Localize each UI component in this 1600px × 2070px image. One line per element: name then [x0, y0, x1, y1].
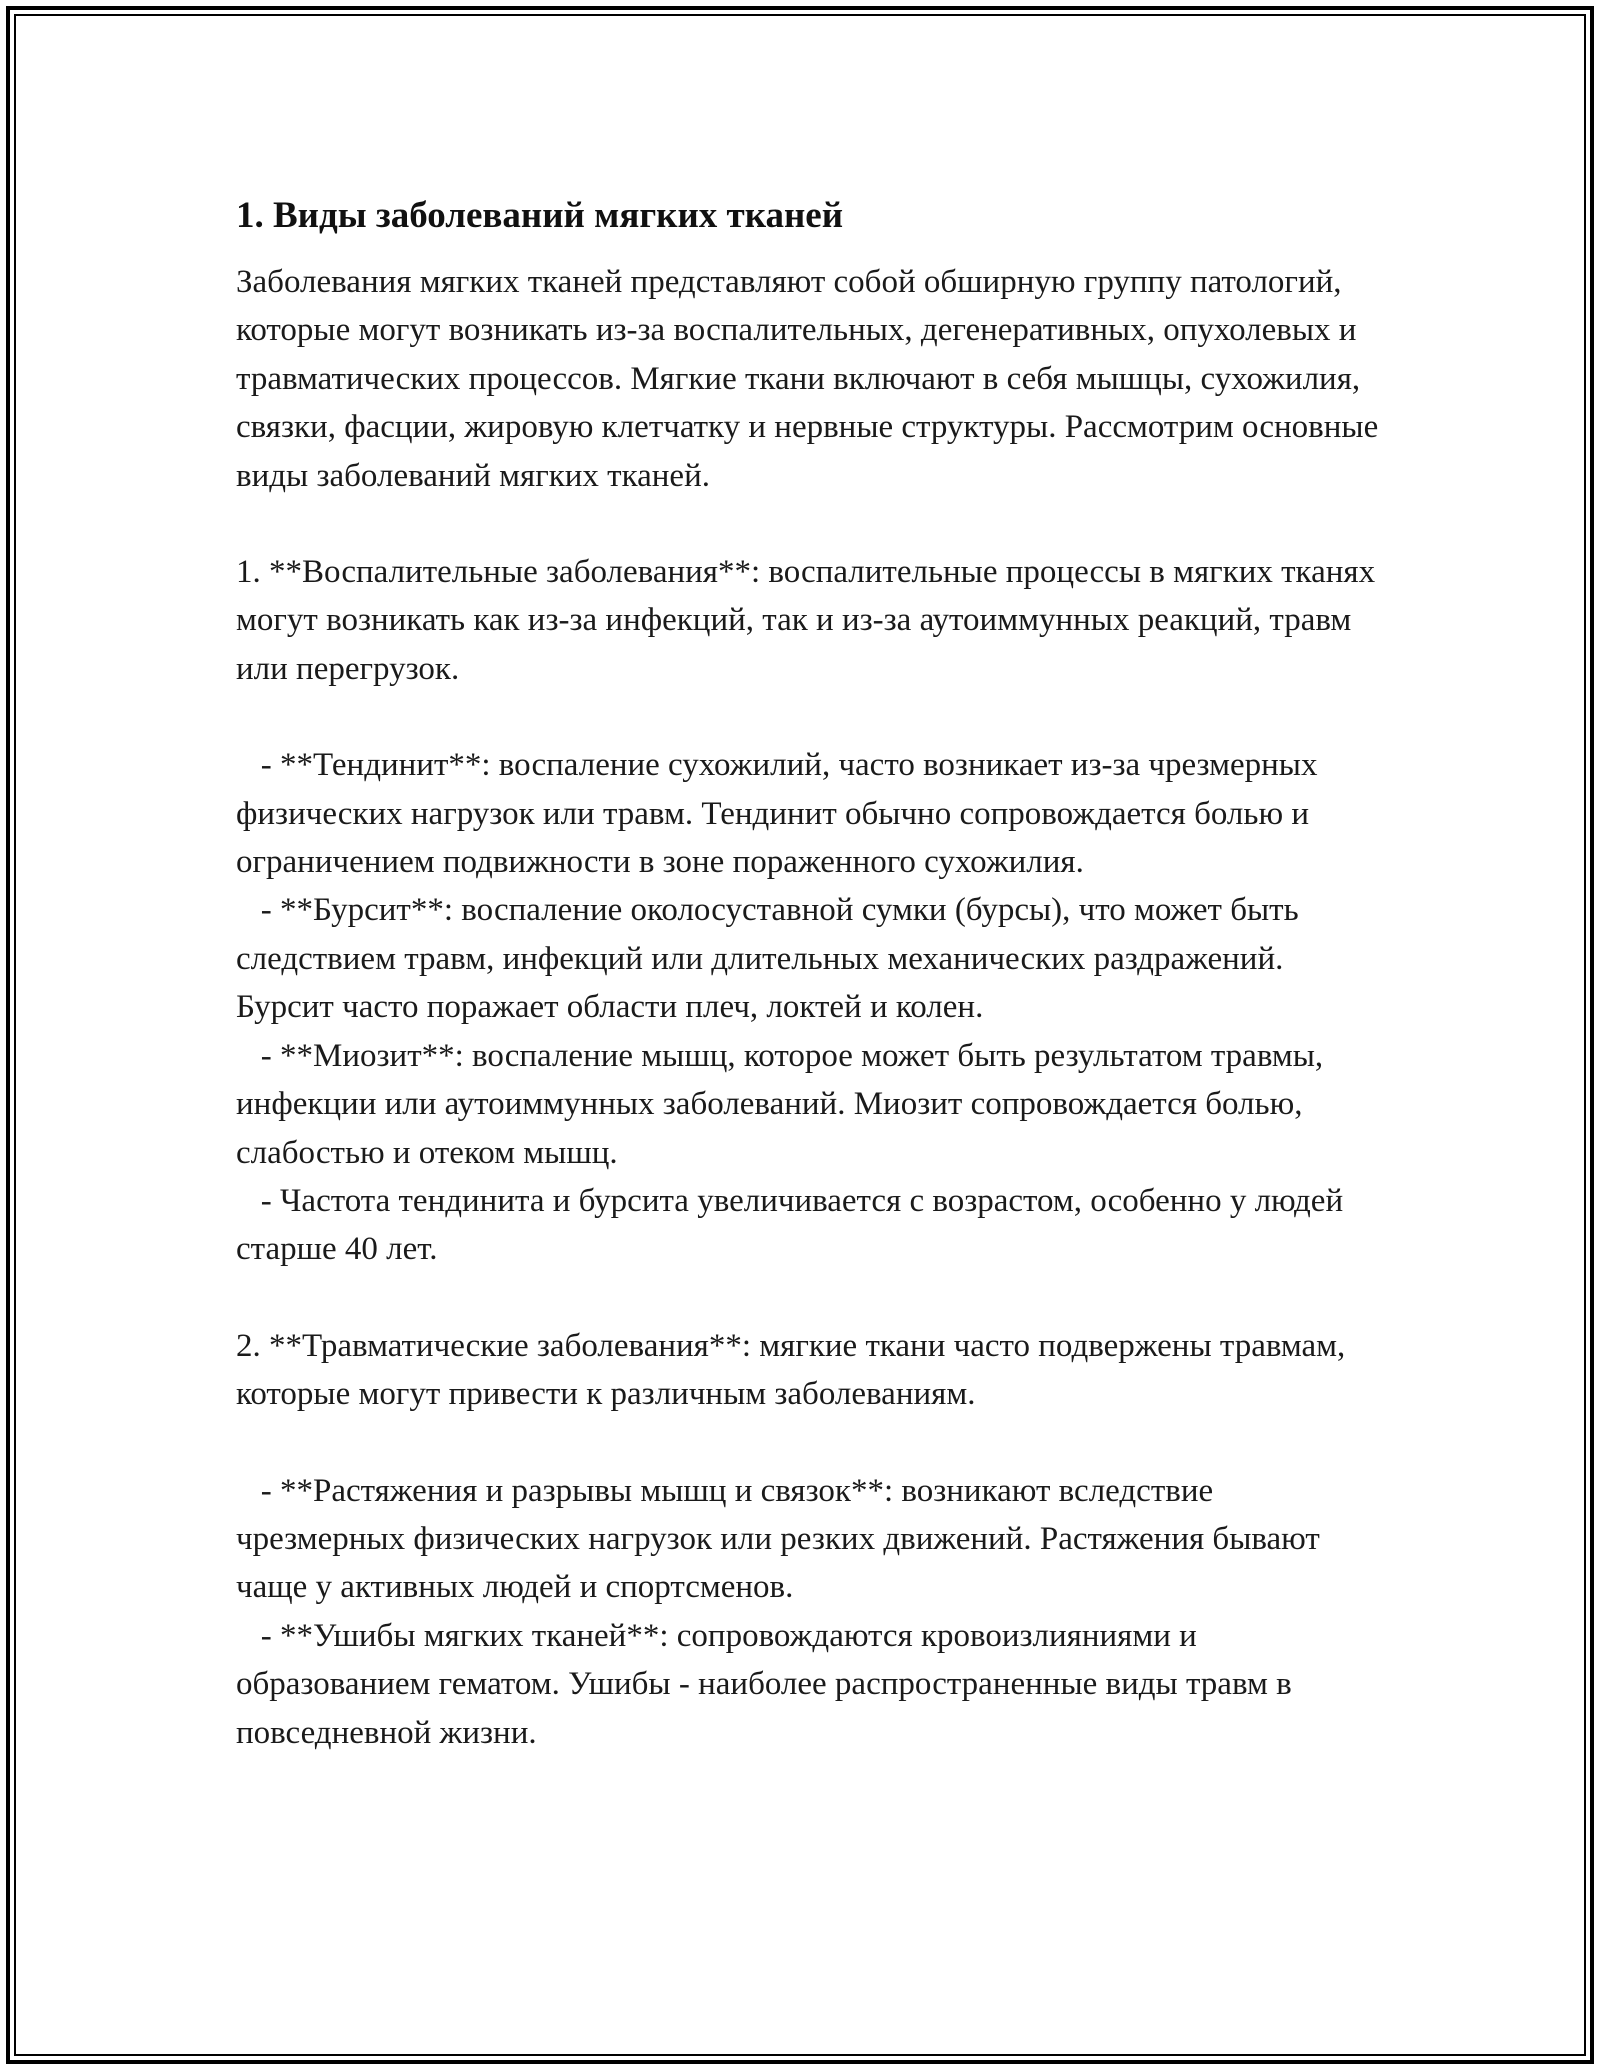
paragraph-spacer	[236, 1274, 1386, 1322]
list-item-frequency: - Частота тендинита и бурсита увеличивается с возрастом, особенно у людей старше 40 лет.	[236, 1182, 1352, 1268]
list-item-bruises: - **Ушибы мягких тканей**: сопровождаются кровоизлияниями и образованием гематом. Ушибы - наиболее распространенные виды травм в повседневной жизни.	[236, 1617, 1300, 1751]
list-item-sprains: - **Растяжения и разрывы мышц и связок**: возникают вследствие чрезмерных физических нагрузок или резких движений. Растяжения бывают чаще у активных людей и спортсменов.	[236, 1472, 1329, 1606]
paragraph-spacer	[236, 1419, 1386, 1467]
list-item-bursitis: - **Бурсит**: воспаление околосуставной сумки (бурсы), что может быть следствием травм, инфекций или длительных механических раздражений. Бурсит часто поражает области плеч, локтей и колен.	[236, 892, 1307, 1026]
list-item-myositis: - **Миозит**: воспаление мышц, которое может быть результатом травмы, инфекции или аутоиммунных заболеваний. Миозит сопровождается болью, слабостью и отеком мышц.	[236, 1037, 1332, 1171]
section-heading-inflammatory: 1. **Воспалительные заболевания**: воспалительные процессы в мягких тканях могут возникать как из-за инфекций, так и из-за аутоиммунных реакций, травм или перегрузок.	[236, 554, 1384, 687]
document-body	[236, 182, 1386, 1757]
paragraph-spacer	[236, 500, 1386, 548]
paragraph-spacer	[236, 693, 1386, 741]
intro-paragraph: Заболевания мягких тканей представляют собой обширную группу патологий, которые могут возникать из-за воспалительных, дегенеративных, опухолевых и травматических процессов. Мягкие ткани включают в себя мышцы, сухожилия, связки, фасции, жировую клетчатку и нервные структуры. Рассмотрим основные виды заболеваний мягких тканей.	[236, 264, 1387, 494]
section-heading-traumatic: 2. **Травматические заболевания**: мягкие ткани часто подвержены травмам, которые могут привести к различным заболеваниям.	[236, 1327, 1354, 1413]
list-item-tendinitis: - **Тендинит**: воспаление сухожилий, часто возникает из-за чрезмерных физических нагрузок или травм. Тендинит обычно сопровождается болью и ограничением подвижности в зоне пораженного сухожилия.	[236, 747, 1326, 881]
document-title: 1. Виды заболеваний мягких тканей	[236, 195, 844, 236]
